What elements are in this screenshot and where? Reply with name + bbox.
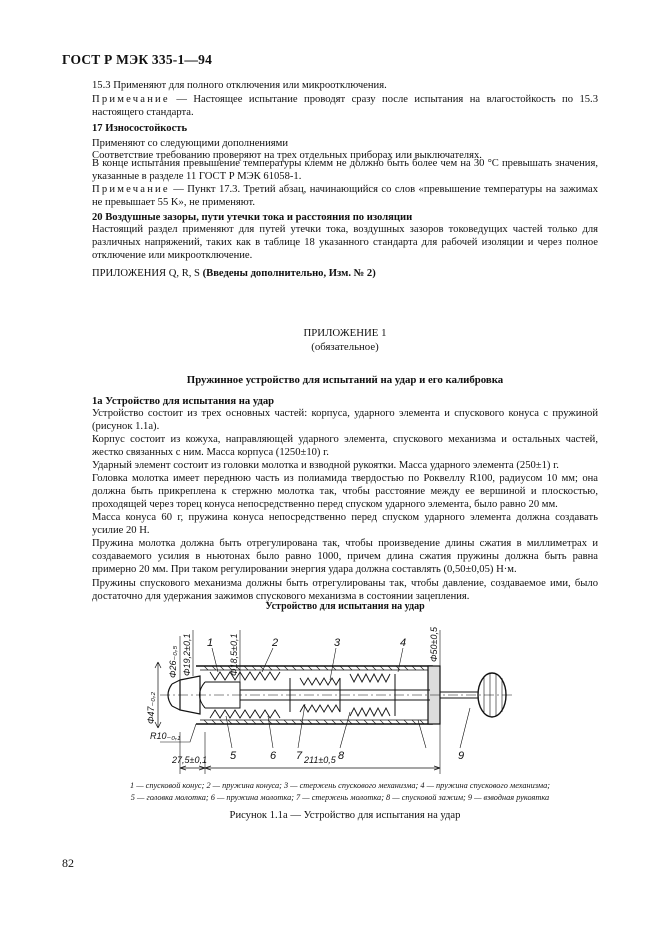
annexes-note: ПРИЛОЖЕНИЯ Q, R, S (Введены дополнительно, Изм. № 2) xyxy=(92,268,376,279)
dim-d50: Φ50±0,5 xyxy=(429,627,439,662)
appendix-title: ПРИЛОЖЕНИЕ 1 xyxy=(303,327,387,339)
dim-d47: Φ47₋₀,₂ xyxy=(146,691,156,724)
appendix-p3: Ударный элемент состоит из головки молотка и взводной рукоятки. Масса ударного элемента (250±1) г. xyxy=(92,460,559,471)
label-6: 6 xyxy=(270,750,277,762)
label-1: 1 xyxy=(207,637,214,649)
section-20-p1: Настоящий раздел применяют для путей утечки тока, воздушных зазоров токоведущих частей только для различных напряжений, таких как в таблице 18 указанного стандарта для рабочей изоляции и через полное отключение или микроотключение. xyxy=(92,224,598,261)
page-number: 82 xyxy=(62,856,74,870)
paragraph-15-3: 15.3 Применяют для полного отключения или микроотключения. xyxy=(92,80,387,91)
section-17-p1: Применяют со следующими дополнениями xyxy=(92,138,289,149)
section-17-title: 17 Износостойкость xyxy=(92,123,188,134)
section-17-p3: В конце испытания превышение температуры клемм не должно быть более чем на 30 °С превышать значения, указанные в разделе 11 ГОСТ Р МЭК 61058-1. xyxy=(92,158,598,182)
dim-len211: 211±0,5 xyxy=(304,755,336,765)
label-2: 2 xyxy=(272,637,279,649)
dim-d18: Φ18,5±0,1 xyxy=(229,633,239,676)
note-1: Примечание — Настоящее испытание проводят сразу после испытания на влагостойкость по 15.3 настоящего стандарта. xyxy=(92,94,598,118)
label-8: 8 xyxy=(338,750,345,762)
label-4: 4 xyxy=(400,637,407,649)
section-17-p2: Соответствие требованию проверяют на трех отдельных приборах или выключателях. xyxy=(92,150,482,161)
note-2: Примечание — Пункт 17.3. Третий абзац, начинающийся со слов «превышение температуры на зажимах не превышает 55 K», не применяют. xyxy=(92,184,598,208)
dim-r10: R10₋₀,₁ xyxy=(150,731,181,741)
figure-legend-line-1: 1 — спусковой конус; 2 — пружина конуса; 3 — стержень спускового механизма; 4 — пружина спускового механизма; xyxy=(129,781,551,790)
appendix-p2: Корпус состоит из кожуха, направляющей ударного элемента, спускового механизма и остальных частей, жестко связанных с ним. Масса корпуса (1250±10) г. xyxy=(92,434,598,458)
label-3: 3 xyxy=(334,637,341,649)
dim-len27: 27,5±0,1 xyxy=(172,755,207,765)
dim-d19: Φ19,2±0,1 xyxy=(182,633,192,676)
document-header: ГОСТ Р МЭК 335-1—94 xyxy=(62,52,213,67)
section-20-title: 20 Воздушные зазоры, пути утечки тока и расстояния по изоляции xyxy=(92,212,413,223)
figure-title: Устройство для испытания на удар xyxy=(265,601,425,612)
figure-legend-line-2: 5 — головка молотка; 6 — пружина молотка; 7 — стержень молотка; 8 — спусковой зажим; 9 — взводная рукоятка xyxy=(130,793,550,802)
appendix-heading: Пружинное устройство для испытаний на удар и его калибровка xyxy=(186,374,504,386)
dim-d26: Φ26₋₀,₅ xyxy=(168,645,178,678)
label-5: 5 xyxy=(230,750,237,762)
label-7: 7 xyxy=(296,750,303,762)
impact-device-drawing xyxy=(0,612,661,782)
appendix-subtitle: (обязательное) xyxy=(311,341,379,353)
appendix-p7: Пружины спускового механизма должны быть отрегулированы так, чтобы давление, создаваемое ими, было достаточно для удержания зажимов спускового механизма в состоянии зацепления. xyxy=(92,578,598,602)
appendix-p4: Головка молотка имеет переднюю часть из полиамида твердостью по Роквеллу R100, радиусом 10 мм; она должна быть прикреплена к стержню молотка так, чтобы расстояние между ее вершиной и плоскостью, проходящей через торец конуса непосредственно перед спуском ударного элемента, было равно 20 мм. xyxy=(92,473,598,510)
figure-caption: Рисунок 1.1а — Устройство для испытания на удар xyxy=(229,810,461,821)
appendix-p5: Масса конуса 60 г, пружина конуса непосредственно перед спуском ударного элемента должна создавать усилие 20 Н. xyxy=(92,512,598,536)
appendix-p1: Устройство состоит из трех основных частей: корпуса, ударного элемента и спускового конуса с пружиной (рисунок 1.1a). xyxy=(92,408,598,432)
label-9: 9 xyxy=(458,750,465,762)
section-1a-title: 1a Устройство для испытания на удар xyxy=(92,396,275,407)
appendix-p6: Пружина молотка должна быть отрегулирована так, чтобы произведение длины сжатия в миллиметрах и создаваемого усилия в ньютонах было равно 1000, причем длина сжатия пружины должна быть равна примерно 20 мм. При таком регулировании энергия удара должна составлять (0,50±0,05) Н·м. xyxy=(92,538,598,575)
